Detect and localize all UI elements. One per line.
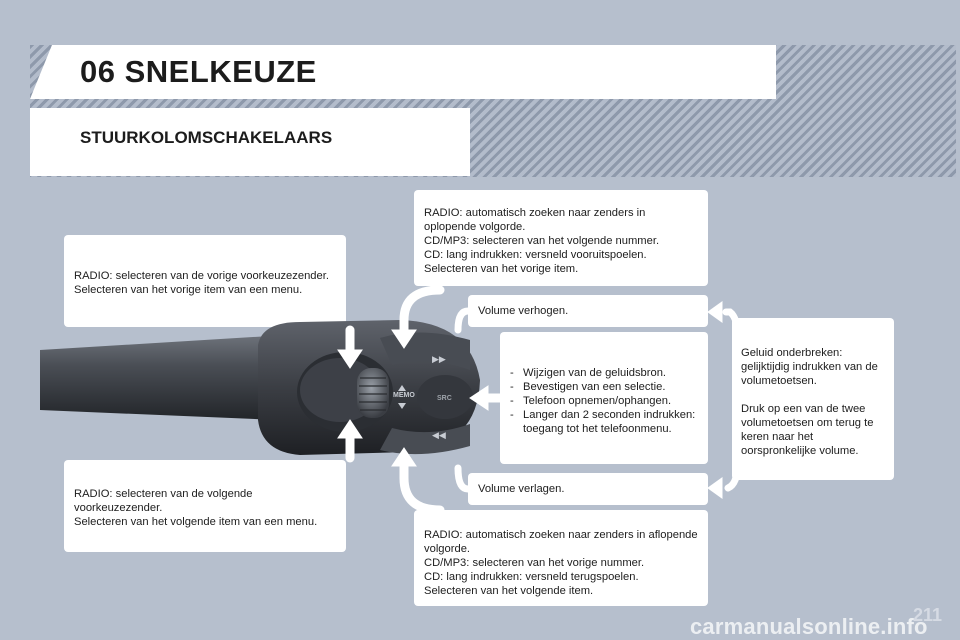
callout-line: Selecteren van het vorige item van een menu. [74, 284, 303, 296]
list-item: - Telefoon opnemen/ophangen. [510, 394, 700, 408]
callout-line: RADIO: selecteren van de vorige voorkeuzezender. [74, 270, 329, 282]
list-item: - Wijzigen van de geluidsbron. [510, 366, 700, 380]
mute-connector [726, 312, 738, 488]
arrow-left-icon [708, 478, 722, 498]
callout-line: Geluid onderbreken: gelijktijdig indrukken van de volumetoetsen. [741, 347, 878, 387]
volume-up-connector [458, 311, 468, 330]
page-title: 06 SNELKEUZE [80, 54, 317, 89]
callout-line: CD: lang indrukken: versneld vooruitspoelen. [424, 249, 647, 261]
src-label: SRC [437, 395, 452, 402]
section-title: STUURKOLOMSCHAKELAARS [80, 128, 333, 147]
callout-line: Selecteren van het volgende item. [424, 585, 594, 597]
fast-forward-icon: ▶▶ [432, 354, 446, 364]
callout-line: Volume verlagen. [478, 483, 565, 495]
callout-line: CD/MP3: selecteren van het vorige nummer. [424, 557, 645, 569]
page-number: 211 [912, 605, 942, 625]
callout-line: RADIO: automatisch zoeken naar zenders in aflopende [424, 529, 698, 541]
callout-line: oplopende volgorde. [424, 221, 526, 233]
volume-down-connector [458, 468, 468, 489]
callout-line: Volume verhogen. [478, 305, 569, 317]
memo-label: MEMO [393, 392, 415, 399]
watermark: carmanualsonline.info [690, 614, 928, 639]
stalk-arm [40, 336, 278, 420]
callout-line: RADIO: automatisch zoeken naar zenders in [424, 207, 646, 219]
callout-line: CD/MP3: selecteren van het volgende nummer. [424, 235, 660, 247]
callout-line: RADIO: selecteren van de volgende [74, 488, 253, 500]
list-item: - Langer dan 2 seconden indrukken: toegang tot het telefoonmenu. [510, 408, 700, 436]
arrow-left-icon [708, 302, 722, 322]
rewind-icon: ◀◀ [432, 430, 446, 440]
callout-line: CD: lang indrukken: versneld terugspoelen. [424, 571, 639, 583]
callout-line: Selecteren van het vorige item. [424, 263, 579, 275]
callout-line: Druk op een van de twee volumetoetsen om terug te keren naar het oorspronkelijke volume. [741, 403, 874, 457]
list-item: - Bevestigen van een selectie. [510, 380, 700, 394]
callout-line: voorkeuzezender. [74, 502, 163, 514]
callout-line: Selecteren van het volgende item van een menu. [74, 516, 318, 528]
arrow-up-icon [404, 466, 440, 510]
callout-line: volgorde. [424, 543, 471, 555]
